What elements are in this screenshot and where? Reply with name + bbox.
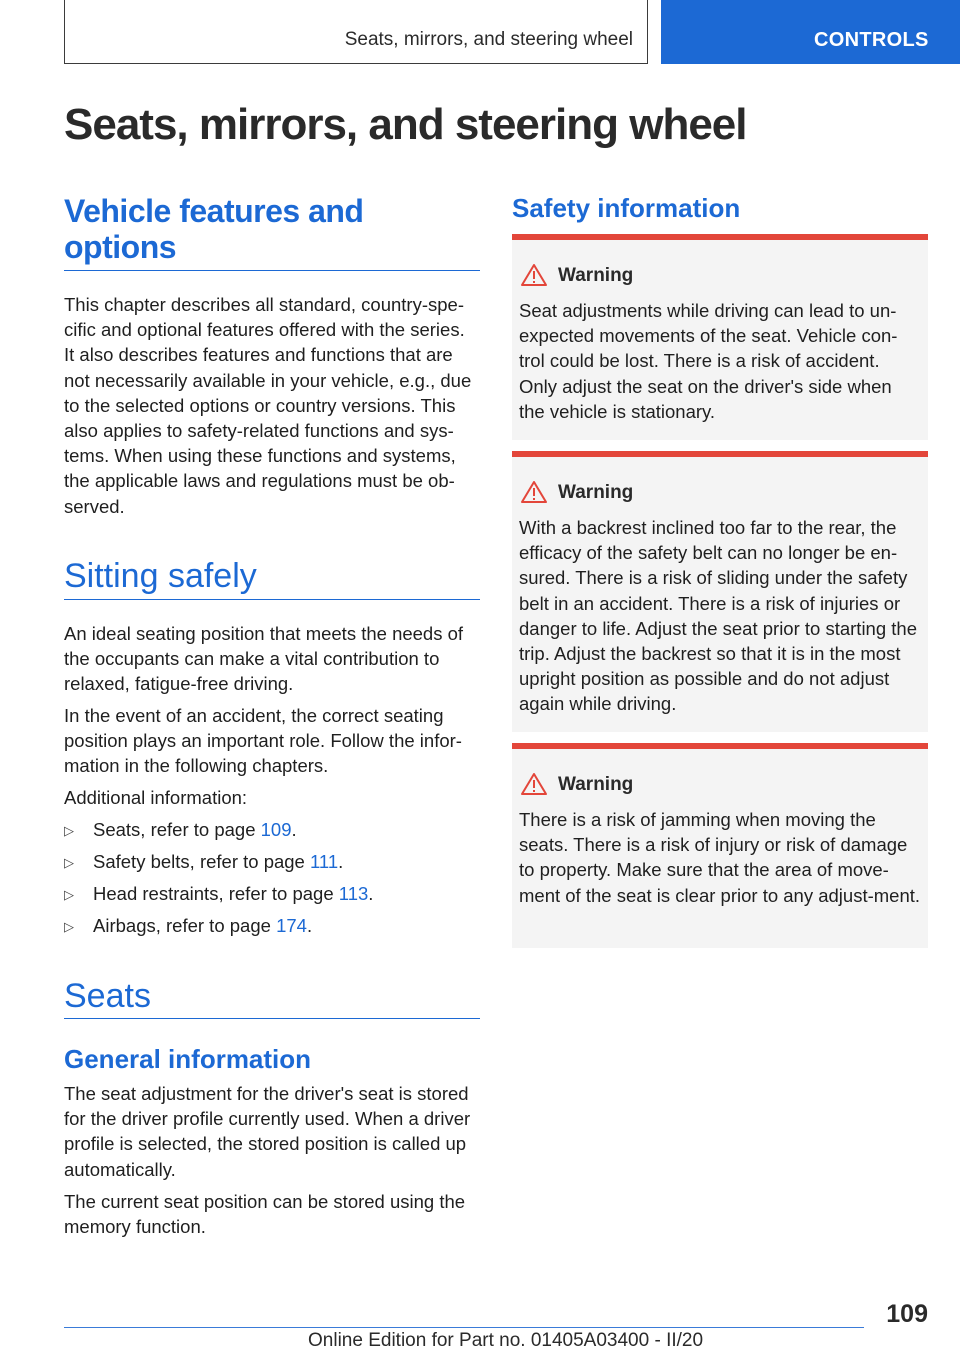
- warning-box: [512, 234, 928, 440]
- footer-edition-text: Online Edition for Part no. 01405A03400 - II/20: [308, 1330, 704, 1351]
- heading-rule: [64, 1018, 480, 1019]
- warning-box: [512, 451, 928, 732]
- heading-seats: Seats: [64, 977, 151, 1015]
- paragraph-accident: In the event of an accident, the correct seating position plays an important role. Follow the infor-mation in the following chapters.: [64, 705, 462, 777]
- list-item: ▷ Safety belts, refer to page 111.: [64, 849, 480, 875]
- triangle-right-icon: ▷: [64, 919, 74, 934]
- heading-vehicle-features: Vehicle features and options: [64, 193, 364, 265]
- paragraph-memory-function: The current seat position can be stored using the memory function.: [64, 1191, 466, 1238]
- header-tab-label: CONTROLS: [814, 29, 929, 51]
- page-link-174[interactable]: 174: [276, 915, 307, 936]
- paragraph-seat-adjustment: The seat adjustment for the driver's seat is stored for the driver profile currently used. When a driver profile is selected, the stored position is called up automatically.: [64, 1083, 471, 1180]
- header-tab-controls[interactable]: [661, 0, 960, 64]
- warning-box: [512, 743, 928, 948]
- triangle-right-icon: ▷: [64, 823, 74, 838]
- triangle-right-icon: ▷: [64, 855, 74, 870]
- page-link-109[interactable]: 109: [260, 819, 292, 840]
- warning-text: With a backrest inclined too far to the rear, the efficacy of the safety belt can no longer be en-sured. There is a risk of sliding under the safety belt in an accident. There is a risk of injuries or danger to life. Adjust the seat prior to starting the trip. Adjust the backrest so that it is in the most upright position as possible and do not adjust again while driving.: [519, 517, 917, 715]
- heading-rule: [64, 270, 480, 271]
- page-link-113[interactable]: 113: [338, 883, 369, 904]
- header-frame: [64, 0, 648, 64]
- warning-triangle-icon: [520, 263, 548, 287]
- warning-label: Warning: [558, 482, 634, 503]
- warning-triangle-icon: [520, 772, 548, 796]
- list-item: ▷ Seats, refer to page 109.: [64, 817, 480, 843]
- page-link-111[interactable]: 111: [310, 851, 339, 872]
- paragraph-additional-info: Additional information:: [64, 787, 248, 808]
- warning-text: Seat adjustments while driving can lead to un-expected movements of the seat. Vehicle con-trol could be lost. There is a risk of accident. Only adjust the seat on the driver's side when the vehicle is stationary.: [519, 300, 898, 422]
- triangle-right-icon: ▷: [64, 887, 74, 902]
- warning-text: There is a risk of jamming when moving the seats. There is a risk of injury or risk of damage to property. Make sure that the area of move-ment of the seat is clear prior to any adjust-ment.: [519, 809, 921, 906]
- heading-rule: [64, 599, 480, 600]
- warning-label: Warning: [558, 265, 634, 286]
- paragraph-vehicle-features: This chapter describes all standard, country-spe-cific and optional features offered with the series. It also describes features and functions that are not necessarily available in your vehicle, e.g., due to the selected options or country versions. This also applies to safety-related functions and sys-tems. When using these functions and systems, the applicable laws and regulations must be ob-served.: [64, 294, 472, 517]
- footer-rule: [64, 1327, 864, 1328]
- paragraph-seating-position: An ideal seating position that meets the needs of the occupants can make a vital contribution to relaxed, fatigue-free driving.: [64, 623, 464, 695]
- header-section-title: Seats, mirrors, and steering wheel: [344, 29, 633, 50]
- heading-safety-information: Safety information: [512, 193, 741, 223]
- subheading-general-information: General information: [64, 1044, 312, 1074]
- list-item: ▷ Airbags, refer to page 174.: [64, 913, 480, 939]
- heading-sitting-safely: Sitting safely: [64, 557, 257, 595]
- page-title: Seats, mirrors, and steering wheel: [64, 100, 747, 149]
- list-item: ▷ Head restraints, refer to page 113.: [64, 881, 480, 907]
- warning-triangle-icon: [520, 480, 548, 504]
- page-number: 109: [886, 1300, 928, 1328]
- warning-label: Warning: [558, 774, 634, 795]
